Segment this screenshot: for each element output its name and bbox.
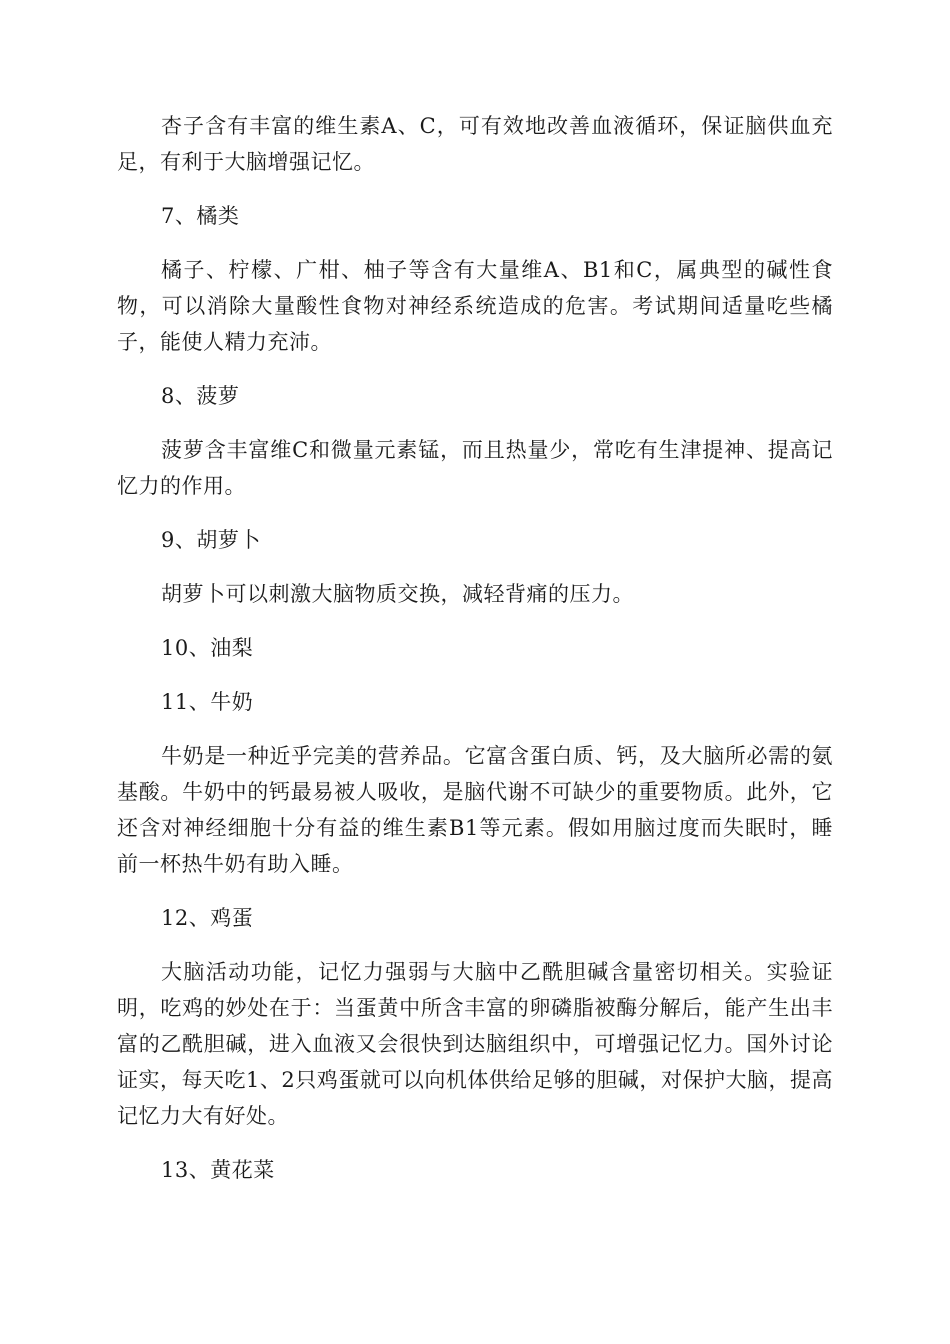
heading-citrus: 7、橘类 bbox=[161, 204, 240, 228]
paragraph-pineapple: 菠萝含丰富维C和微量元素锰，而且热量少，常吃有生津提神、提高记忆力的作用。 bbox=[117, 438, 833, 498]
paragraph-milk: 牛奶是一种近乎完美的营养品。它富含蛋白质、钙，及大脑所必需的氨基酸。牛奶中的钙最易被人吸收，是脑代谢不可缺少的重要物质。此外，它还含对神经细胞十分有益的维生素B1等元素。假如用脑过度而失眠时，睡前一杯热牛奶有助入睡。 bbox=[117, 744, 833, 876]
paragraph-citrus: 橘子、柠檬、广柑、柚子等含有大量维A、B1和C，属典型的碱性食物，可以消除大量酸性食物对神经系统造成的危害。考试期间适量吃些橘子，能使人精力充沛。 bbox=[117, 258, 833, 354]
paragraph-egg: 大脑活动功能，记忆力强弱与大脑中乙酰胆碱含量密切相关。实验证明，吃鸡的妙处在于：当蛋黄中所含丰富的卵磷脂被酶分解后，能产生出丰富的乙酰胆碱，进入血液又会很快到达脑组织中，可增强记忆力。国外讨论证实，每天吃1、2只鸡蛋就可以向机体供给足够的胆碱，对保护大脑，提高记忆力大有好处。 bbox=[117, 960, 833, 1128]
paragraph-carrot: 胡萝卜可以刺激大脑物质交换，减轻背痛的压力。 bbox=[161, 582, 634, 606]
heading-daylily: 13、黄花菜 bbox=[161, 1158, 275, 1182]
document-page bbox=[117, 108, 833, 1206]
heading-carrot: 9、胡萝卜 bbox=[161, 528, 261, 552]
heading-avocado: 10、油梨 bbox=[161, 636, 254, 660]
heading-pineapple: 8、菠萝 bbox=[161, 384, 240, 408]
paragraph-apricot: 杏子含有丰富的维生素A、C，可有效地改善血液循环，保证脑供血充足，有利于大脑增强记忆。 bbox=[117, 114, 833, 174]
heading-egg: 12、鸡蛋 bbox=[161, 906, 254, 930]
heading-milk: 11、牛奶 bbox=[161, 690, 254, 714]
